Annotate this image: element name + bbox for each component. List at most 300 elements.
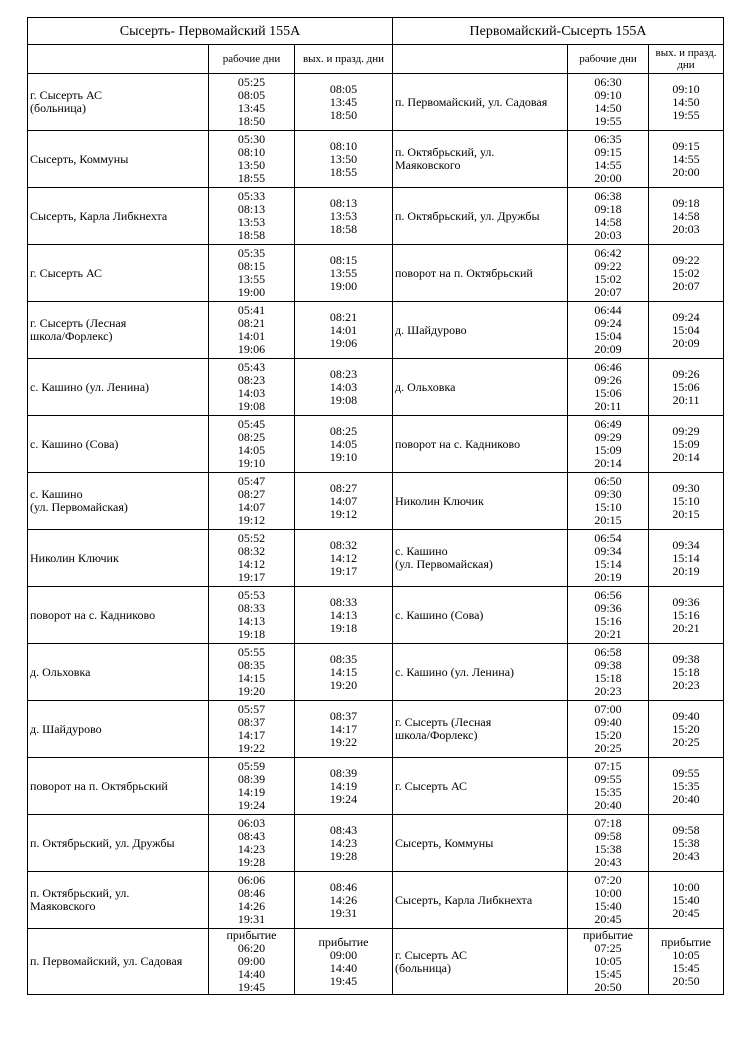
workday-times-left: [209, 359, 295, 416]
weekend-times-right: [649, 416, 724, 473]
time-entry: 05:59: [237, 759, 266, 773]
stop-name-right: [393, 245, 568, 302]
workday-times-right: [568, 359, 649, 416]
time-entry: 20:14: [594, 456, 622, 470]
time-entry: 15:38: [672, 835, 700, 850]
time-entry: 14:50: [672, 94, 700, 109]
time-entry: 19:24: [329, 791, 358, 806]
stop-label: г. Сысерть АС: [30, 265, 103, 280]
time-entry: 13:45: [237, 101, 266, 115]
stop-name-left: [28, 815, 209, 872]
time-entry: 19:28: [237, 855, 266, 869]
time-entry: 19:06: [237, 342, 266, 356]
time-entry: 08:05: [237, 88, 266, 102]
time-entry: 07:25: [594, 941, 622, 955]
stop-label: Сысерть, Карла Либкнехта: [395, 892, 533, 907]
weekend-times-right: [649, 701, 724, 758]
time-entry: 08:10: [237, 145, 266, 159]
time-entry: 09:10: [672, 81, 700, 96]
weekend-times-left: [295, 416, 393, 473]
time-entry: 10:00: [594, 886, 622, 900]
time-entry: 13:55: [329, 265, 358, 280]
time-entry: 15:06: [594, 386, 622, 400]
time-entry: 06:20: [237, 941, 266, 955]
time-entry: 09:18: [594, 202, 622, 216]
time-entry: 19:45: [329, 973, 358, 988]
stop-label: с. Кашино (ул. Первомайская): [30, 487, 128, 514]
time-entry: 09:22: [672, 252, 700, 267]
stop-label: д. Ольховка: [30, 664, 91, 679]
time-entry: 15:09: [594, 443, 622, 457]
time-entry: 09:58: [672, 822, 700, 837]
time-entry: 06:38: [594, 189, 622, 203]
time-entry: 20:40: [672, 791, 700, 806]
stop-name-left: [28, 929, 209, 995]
time-entry: 19:20: [237, 684, 266, 698]
time-entry: 09:55: [672, 765, 700, 780]
time-entry: 14:01: [329, 322, 358, 337]
time-entry: 07:20: [594, 873, 622, 887]
time-entry: 20:09: [672, 335, 700, 350]
time-entry: 19:45: [237, 980, 266, 994]
time-entry: 20:43: [672, 848, 700, 863]
time-entry: 09:26: [594, 373, 622, 387]
time-entry: 08:37: [237, 715, 266, 729]
time-entry: 20:19: [672, 563, 700, 578]
table-row: [28, 872, 724, 929]
time-entry: 15:14: [672, 550, 700, 565]
stop-name-right: [393, 701, 568, 758]
weekend-times-right: [649, 302, 724, 359]
time-entry: 08:15: [329, 252, 358, 267]
stop-name-right: [393, 416, 568, 473]
time-entry: 09:29: [594, 430, 622, 444]
stop-label: Николин Ключик: [395, 493, 484, 508]
time-entry: 20:09: [594, 342, 622, 356]
time-entry: 19:12: [329, 506, 358, 521]
time-entry: 19:08: [237, 399, 266, 413]
time-entry: 14:12: [237, 557, 266, 571]
weekends-header-left: вых. и празд. дни: [295, 45, 393, 74]
time-entry: 13:55: [237, 272, 266, 286]
time-entry: 09:15: [672, 138, 700, 153]
time-entry: 09:58: [594, 829, 622, 843]
time-entry: 05:25: [237, 75, 266, 89]
time-entry: 05:30: [237, 132, 266, 146]
workday-times-left: [209, 416, 295, 473]
weekend-times-right: [649, 587, 724, 644]
time-entry: 06:58: [594, 645, 622, 659]
table-row: [28, 587, 724, 644]
time-entry: 09:40: [672, 708, 700, 723]
stop-name-left: [28, 473, 209, 530]
time-entry: 06:44: [594, 303, 622, 317]
time-entry: 08:46: [237, 886, 266, 900]
stop-label: г. Сысерть (Лесная школа/Форлекс): [30, 316, 127, 343]
time-entry: 15:40: [672, 892, 700, 907]
time-entry: 08:10: [329, 138, 358, 153]
workday-times-right: [568, 872, 649, 929]
workday-times-right: [568, 302, 649, 359]
workday-times-left: [209, 74, 295, 131]
stop-name-left: [28, 359, 209, 416]
weekend-times-right: [649, 245, 724, 302]
weekend-times-right: [649, 758, 724, 815]
weekend-times-right: [649, 131, 724, 188]
time-entry: 08:23: [237, 373, 266, 387]
time-entry: 08:39: [237, 772, 266, 786]
time-entry: 20:07: [594, 285, 622, 299]
time-entry: 08:46: [329, 879, 358, 894]
time-entry: 08:13: [237, 202, 266, 216]
workday-times-left: [209, 245, 295, 302]
stop-name-right: [393, 188, 568, 245]
time-entry: 19:10: [329, 449, 358, 464]
stop-label: с. Кашино (ул. Первомайская): [395, 544, 493, 571]
time-entry: 15:35: [672, 778, 700, 793]
weekend-times-right: [649, 872, 724, 929]
workday-times-left: [209, 188, 295, 245]
weekend-times-left: [295, 815, 393, 872]
time-entry: 14:55: [594, 158, 622, 172]
time-entry: 08:43: [237, 829, 266, 843]
time-entry: 14:23: [237, 842, 266, 856]
time-entry: 06:56: [594, 588, 622, 602]
time-entry: 18:50: [329, 107, 358, 122]
time-entry: 14:03: [329, 379, 358, 394]
time-entry: 14:40: [329, 960, 358, 975]
stop-label: п. Первомайский, ул. Садовая: [30, 954, 183, 968]
time-entry: 19:12: [237, 513, 266, 527]
time-entry: 09:38: [672, 651, 700, 666]
time-entry: 19:55: [594, 114, 622, 128]
table-row: [28, 359, 724, 416]
time-entry: 20:50: [672, 973, 700, 988]
time-entry: 05:33: [237, 189, 266, 203]
time-entry: 19:17: [329, 563, 358, 578]
time-entry: 19:00: [237, 285, 266, 299]
time-entry: 14:03: [237, 386, 266, 400]
time-entry: 07:15: [594, 759, 622, 773]
table-row: [28, 74, 724, 131]
workday-times-left: [209, 872, 295, 929]
stop-name-right: [393, 644, 568, 701]
time-entry: прибытие: [582, 928, 633, 942]
stop-label: Николин Ключик: [30, 550, 119, 565]
time-entry: 19:10: [237, 456, 266, 470]
weekend-times-right: [649, 188, 724, 245]
time-entry: 14:17: [329, 721, 358, 736]
workday-times-right: [568, 758, 649, 815]
time-entry: 15:09: [672, 436, 700, 451]
time-entry: 18:55: [329, 164, 358, 179]
workday-times-left: [209, 644, 295, 701]
time-entry: 15:14: [594, 557, 622, 571]
workday-times-left: [209, 758, 295, 815]
weekend-times-left: [295, 587, 393, 644]
workday-times-left: [209, 530, 295, 587]
stop-label: с. Кашино (ул. Ленина): [30, 379, 150, 394]
time-entry: 05:43: [237, 360, 266, 374]
workday-times-left: [209, 815, 295, 872]
time-entry: 15:04: [594, 329, 622, 343]
stop-name-left: [28, 872, 209, 929]
time-entry: 09:55: [594, 772, 622, 786]
stop-name-left: [28, 587, 209, 644]
time-entry: 13:53: [237, 215, 266, 229]
weekend-times-left: [295, 473, 393, 530]
time-entry: 20:14: [672, 449, 700, 464]
table-row: [28, 188, 724, 245]
time-entry: прибытие: [318, 934, 369, 949]
stop-name-left: [28, 644, 209, 701]
time-entry: 20:50: [594, 980, 622, 994]
weekend-times-left: [295, 188, 393, 245]
time-entry: 05:41: [237, 303, 266, 317]
weekend-times-left: [295, 701, 393, 758]
time-entry: 06:54: [594, 531, 622, 545]
time-entry: 09:36: [594, 601, 622, 615]
table-row: [28, 131, 724, 188]
table-row: [28, 929, 724, 995]
workday-times-left: [209, 701, 295, 758]
time-entry: 19:31: [237, 912, 266, 926]
time-entry: 14:15: [237, 671, 266, 685]
time-entry: 20:45: [672, 905, 700, 920]
time-entry: 14:05: [329, 436, 358, 451]
stop-label: с. Кашино (Сова): [395, 607, 484, 622]
time-entry: 18:58: [237, 228, 266, 242]
stop-name-left: [28, 188, 209, 245]
time-entry: 15:18: [594, 671, 622, 685]
time-entry: 07:00: [594, 702, 622, 716]
stop-label: п. Октябрьский, ул. Дружбы: [395, 208, 540, 223]
time-entry: 15:40: [594, 899, 622, 913]
stop-name-left: [28, 758, 209, 815]
time-entry: 06:49: [594, 417, 622, 431]
stop-label: поворот на с. Кадниково: [30, 607, 156, 622]
stop-name-left: [28, 131, 209, 188]
time-entry: 13:50: [329, 151, 358, 166]
weekend-times-right: [649, 644, 724, 701]
time-entry: 08:35: [329, 651, 358, 666]
time-entry: 18:58: [329, 221, 358, 236]
time-entry: 09:24: [594, 316, 622, 330]
weekend-times-right: [649, 473, 724, 530]
time-entry: 19:31: [329, 905, 358, 920]
stop-name-left: [28, 74, 209, 131]
time-entry: 15:04: [672, 322, 700, 337]
table-row: [28, 644, 724, 701]
time-entry: 08:27: [237, 487, 266, 501]
time-entry: 20:19: [594, 570, 622, 584]
stop-label: г. Сысерть АС (больница): [395, 947, 468, 975]
time-entry: 13:53: [329, 208, 358, 223]
time-entry: 20:25: [672, 734, 700, 749]
workdays-header-left: рабочие дни: [209, 45, 295, 74]
time-entry: 18:50: [237, 114, 266, 128]
weekends-header-right: вых. и празд. дни: [649, 45, 724, 74]
time-entry: 15:16: [594, 614, 622, 628]
weekend-times-right: [649, 929, 724, 995]
stop-name-left: [28, 530, 209, 587]
time-entry: 08:15: [237, 259, 266, 273]
time-entry: 14:55: [672, 151, 700, 166]
time-entry: 20:15: [594, 513, 622, 527]
time-entry: 14:15: [329, 664, 358, 679]
stop-label: п. Первомайский, ул. Садовая: [395, 94, 548, 109]
time-entry: 19:22: [329, 734, 358, 749]
stop-label: поворот на п. Октябрьский: [395, 265, 533, 280]
stop-name-right: [393, 302, 568, 359]
time-entry: 05:47: [237, 474, 266, 488]
time-entry: 15:02: [672, 265, 700, 280]
workday-times-left: [209, 587, 295, 644]
time-entry: 06:42: [594, 246, 622, 260]
stop-label: п. Октябрьский, ул. Маяковского: [395, 145, 495, 172]
time-entry: 09:36: [672, 594, 700, 609]
table-row: [28, 530, 724, 587]
time-entry: 06:35: [594, 132, 622, 146]
time-entry: 20:21: [672, 620, 700, 635]
time-entry: 09:18: [672, 195, 700, 210]
stop-name-left: [28, 701, 209, 758]
time-entry: 08:32: [329, 537, 358, 552]
time-entry: 14:50: [594, 101, 622, 115]
time-entry: 06:06: [237, 873, 266, 887]
time-entry: 14:13: [237, 614, 266, 628]
table-row: [28, 302, 724, 359]
stop-name-right: [393, 815, 568, 872]
time-entry: 09:15: [594, 145, 622, 159]
time-entry: 19:24: [237, 798, 266, 812]
time-entry: 19:18: [329, 620, 358, 635]
time-entry: 15:10: [594, 500, 622, 514]
stop-name-right: [393, 473, 568, 530]
time-entry: 06:50: [594, 474, 622, 488]
time-entry: 15:45: [594, 967, 622, 981]
stop-label: д. Ольховка: [395, 379, 456, 394]
time-entry: 20:07: [672, 278, 700, 293]
time-entry: 20:25: [594, 741, 622, 755]
stop-header-right: [393, 45, 568, 74]
time-entry: 20:11: [672, 392, 700, 407]
weekend-times-left: [295, 302, 393, 359]
time-entry: 19:20: [329, 677, 358, 692]
time-entry: 09:24: [672, 309, 700, 324]
stop-label: д. Шайдурово: [395, 322, 467, 337]
time-entry: 14:17: [237, 728, 266, 742]
stop-label: г. Сысерть АС: [395, 778, 468, 793]
workday-times-right: [568, 815, 649, 872]
time-entry: 15:20: [594, 728, 622, 742]
time-entry: 09:22: [594, 259, 622, 273]
table-row: [28, 416, 724, 473]
time-entry: 20:03: [672, 221, 700, 236]
time-entry: 13:50: [237, 158, 266, 172]
time-entry: 09:00: [329, 947, 358, 962]
stop-name-right: [393, 758, 568, 815]
time-entry: 14:05: [237, 443, 266, 457]
time-entry: 15:45: [672, 960, 700, 975]
stop-name-left: [28, 245, 209, 302]
time-entry: 09:30: [594, 487, 622, 501]
workday-times-right: [568, 473, 649, 530]
time-entry: 06:03: [237, 816, 266, 830]
workday-times-right: [568, 530, 649, 587]
time-entry: 20:45: [594, 912, 622, 926]
time-entry: 08:39: [329, 765, 358, 780]
time-entry: 10:00: [672, 879, 700, 894]
workday-times-right: [568, 587, 649, 644]
stop-label: Сысерть, Карла Либкнехта: [30, 208, 168, 223]
route-title-left: Сысерть- Первомайский 155А: [28, 18, 393, 45]
workday-times-right: [568, 929, 649, 995]
time-entry: 14:01: [237, 329, 266, 343]
time-entry: 14:26: [329, 892, 358, 907]
time-entry: 08:27: [329, 480, 358, 495]
time-entry: 09:40: [594, 715, 622, 729]
time-entry: 08:05: [329, 81, 358, 96]
time-entry: 19:18: [237, 627, 266, 641]
time-entry: 08:33: [329, 594, 358, 609]
time-entry: 06:30: [594, 75, 622, 89]
table-row: [28, 815, 724, 872]
time-entry: 20:00: [594, 171, 622, 185]
workday-times-right: [568, 701, 649, 758]
time-entry: 19:17: [237, 570, 266, 584]
time-entry: 19:22: [237, 741, 266, 755]
time-entry: 08:33: [237, 601, 266, 615]
time-entry: 14:58: [672, 208, 700, 223]
time-entry: 20:23: [594, 684, 622, 698]
stop-label: с. Кашино (Сова): [30, 436, 119, 451]
stop-label: г. Сысерть АС (больница): [30, 88, 103, 115]
time-entry: 20:23: [672, 677, 700, 692]
weekend-times-left: [295, 929, 393, 995]
time-entry: 14:19: [329, 778, 358, 793]
stop-name-left: [28, 302, 209, 359]
weekend-times-right: [649, 530, 724, 587]
time-entry: 14:12: [329, 550, 358, 565]
time-entry: 20:40: [594, 798, 622, 812]
time-entry: 20:21: [594, 627, 622, 641]
stop-label: с. Кашино (ул. Ленина): [395, 664, 515, 679]
time-entry: 09:34: [594, 544, 622, 558]
weekend-times-left: [295, 530, 393, 587]
table-row: [28, 758, 724, 815]
time-entry: 15:02: [594, 272, 622, 286]
stop-name-right: [393, 359, 568, 416]
time-entry: 18:55: [237, 171, 266, 185]
time-entry: прибытие: [226, 928, 277, 942]
table-row: [28, 245, 724, 302]
time-entry: 14:13: [329, 607, 358, 622]
stop-label: поворот на п. Октябрьский: [30, 778, 168, 793]
time-entry: 08:37: [329, 708, 358, 723]
time-entry: 09:30: [672, 480, 700, 495]
time-entry: 05:35: [237, 246, 266, 260]
workday-times-right: [568, 644, 649, 701]
stop-name-right: [393, 530, 568, 587]
stop-name-right: [393, 872, 568, 929]
time-entry: 09:38: [594, 658, 622, 672]
time-entry: 09:34: [672, 537, 700, 552]
time-entry: 06:46: [594, 360, 622, 374]
time-entry: 08:25: [237, 430, 266, 444]
workday-times-right: [568, 74, 649, 131]
stop-name-left: [28, 416, 209, 473]
